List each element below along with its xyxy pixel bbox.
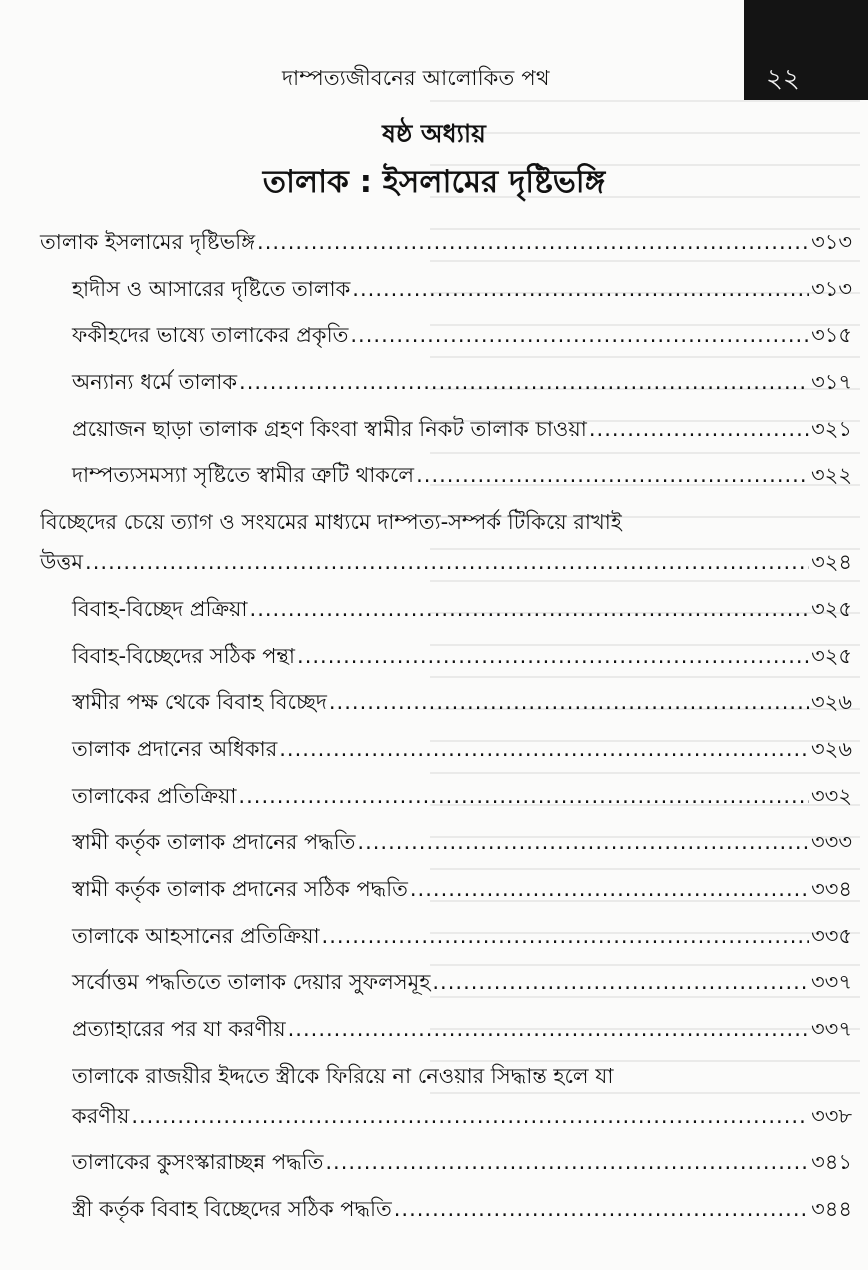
toc-entry-second-line [40,542,852,582]
toc-entry [72,962,852,1002]
toc-entry-page: ৩৪৪ [811,1197,852,1222]
toc-entry-page: ৩২৬ [811,690,852,715]
toc-entry [72,1009,852,1049]
dot-leader [297,636,809,676]
toc-entry [72,1189,852,1229]
toc-entry-second-line [72,1096,852,1136]
table-of-contents [40,222,852,1236]
toc-entry-title: স্বামী কর্তৃক তালাক প্রদানের সঠিক পদ্ধতি [72,876,408,901]
toc-entry [40,502,852,582]
dot-leader [131,1096,809,1136]
dot-leader [329,682,809,722]
dot-leader [394,1189,809,1229]
toc-entry-title: তালাক প্রদানের অধিকার [72,736,278,761]
running-header: দাম্পত্যজীবনের আলোকিত পথ [282,66,550,90]
toc-entry-title: বিবাহ-বিচ্ছেদের সঠিক পন্থা [72,643,296,668]
toc-entry-title-line2: করণীয় [72,1103,130,1128]
chapter-title: তালাক : ইসলামের দৃষ্টিভঙ্গি [262,164,606,200]
toc-entry-page: ৩২৫ [811,643,852,668]
toc-entry [72,682,852,722]
dot-leader [288,1009,809,1049]
toc-entry [72,636,852,676]
dot-leader [350,315,809,355]
dot-leader [250,589,810,629]
dot-leader [432,962,809,1002]
toc-entry-page: ৩৩৪ [811,876,852,901]
toc-entry [72,589,852,629]
toc-entry-page: ৩২২ [811,463,852,488]
toc-entry-page: ৩৩৭ [811,1017,852,1041]
toc-entry [72,729,852,769]
dot-leader [85,542,809,582]
dot-leader [239,362,809,402]
dot-leader [589,409,809,449]
dot-leader [238,776,809,816]
toc-entry [72,315,852,355]
toc-entry [72,1056,852,1136]
toc-entry-page: ৩২১ [811,416,852,441]
toc-entry [72,269,852,309]
toc-entry-title: সর্বোত্তম পদ্ধতিতে তালাক দেয়ার সুফলসমূহ [72,970,431,995]
toc-entry-title: স্বামীর পক্ষ থেকে বিবাহ বিচ্ছেদ [72,690,327,715]
toc-entry-title: তালাকে আহসানের প্রতিক্রিয়া [72,923,320,948]
toc-entry-title: দাম্পত্যসমস্যা সৃষ্টিতে স্বামীর ত্রুটি থাকলে [72,463,415,488]
toc-entry-page: ৩২৫ [811,596,852,621]
toc-entry-title: অন্যান্য ধর্মে তালাক [72,370,238,395]
toc-entry-title-line1: তালাকে রাজয়ীর ইদ্দতে স্ত্রীকে ফিরিয়ে না নেওয়ার সিদ্ধান্ত হলে যা [72,1063,614,1088]
page-number-tab [744,0,868,100]
toc-entry-page: ৩১৭ [811,370,852,395]
toc-entry-title: প্রত্যাহারের পর যা করণীয় [72,1017,286,1041]
chapter-number: ষষ্ঠ অধ্যায় [382,119,486,148]
toc-entry-title: বিবাহ-বিচ্ছেদ প্রক্রিয়া [72,596,248,621]
toc-entry [72,869,852,909]
toc-entry-title: তালাকের কুসংস্কারাচ্ছন্ন পদ্ধতি [72,1150,324,1175]
toc-entry-page: ৩২৪ [811,550,852,575]
toc-entry-title: তালাক ইসলামের দৃষ্টিভঙ্গি [40,230,256,254]
dot-leader [352,269,809,309]
toc-entry-title: স্বামী কর্তৃক তালাক প্রদানের পদ্ধতি [72,830,356,855]
toc-entry-page: ৩১৩ [811,230,852,254]
toc-entry [72,1142,852,1182]
toc-entry [72,822,852,862]
toc-entry [72,776,852,816]
dot-leader [257,222,809,262]
toc-entry-title: হাদীস ও আসারের দৃষ্টিতে তালাক [72,276,351,301]
dot-leader [279,729,809,769]
toc-entry-page: ৩১৫ [811,323,852,348]
dot-leader [325,1142,809,1182]
toc-entry-title-line2: উত্তম [40,550,84,575]
dot-leader [416,455,809,495]
toc-entry-page: ৩৩৩ [811,830,852,855]
toc-entry-page: ৩৪১ [811,1150,852,1175]
toc-entry [72,362,852,402]
dot-leader [322,916,810,956]
toc-entry [40,222,852,262]
dot-leader [357,822,809,862]
toc-entry-title: ফকীহদের ভাষ্যে তালাকের প্রকৃতি [72,323,349,348]
toc-entry-page: ৩৩৫ [811,923,852,948]
dot-leader [410,869,809,909]
toc-entry-page: ৩৩৮ [811,1103,852,1128]
toc-entry-page: ৩১৩ [811,276,852,301]
page-number: ২২ [766,64,800,94]
toc-entry [72,916,852,956]
toc-entry-page: ৩২৬ [811,736,852,761]
toc-entry-page: ৩৩৭ [811,970,852,995]
toc-entry [72,409,852,449]
toc-entry-page: ৩৩২ [811,783,852,808]
toc-entry-title: স্ত্রী কর্তৃক বিবাহ বিচ্ছেদের সঠিক পদ্ধতি [72,1197,392,1222]
toc-entry-title: প্রয়োজন ছাড়া তালাক গ্রহণ কিংবা স্বামীর নিকট তালাক চাওয়া [72,416,587,441]
toc-entry [72,455,852,495]
toc-entry-title: তালাকের প্রতিক্রিয়া [72,783,237,808]
toc-entry-title-line1: বিচ্ছেদের চেয়ে ত্যাগ ও সংযমের মাধ্যমে দাম্পত্য-সম্পর্ক টিকিয়ে রাখাই [40,510,622,535]
